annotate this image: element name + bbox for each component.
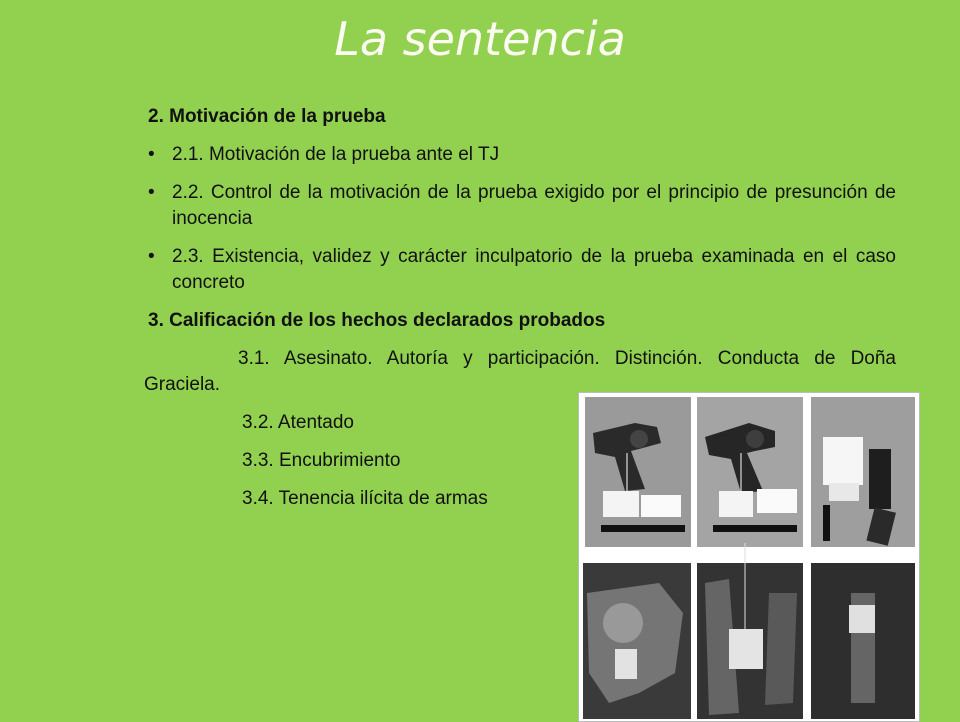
sub-item: 3.4. Tenencia ilícita de armas <box>242 488 488 509</box>
bullet-item: • 2.1. Motivación de la prueba ante el TJ <box>148 142 896 168</box>
bullet-item: • 2.2. Control de la motivación de la prueba exigido por el principio de presunción de inocencia <box>148 180 896 232</box>
evidence-photo-image <box>579 393 919 721</box>
sub-item: 3.2. Atentado <box>242 412 354 433</box>
section-3-heading: 3. Calificación de los hechos declarados probados <box>148 310 606 331</box>
slide-title: La sentencia <box>334 12 626 66</box>
sub-item: 3.3. Encubrimiento <box>242 450 401 471</box>
sub-item: 3.1. Asesinato. Autoría y participación. Distinción. Conducta de Doña Graciela. <box>144 348 896 395</box>
bullet-item: • 2.3. Existencia, validez y carácter inculpatorio de la prueba examinada en el caso concreto <box>148 244 896 296</box>
section-2-heading: 2. Motivación de la prueba <box>148 106 386 127</box>
evidence-photo-panel <box>578 392 920 722</box>
